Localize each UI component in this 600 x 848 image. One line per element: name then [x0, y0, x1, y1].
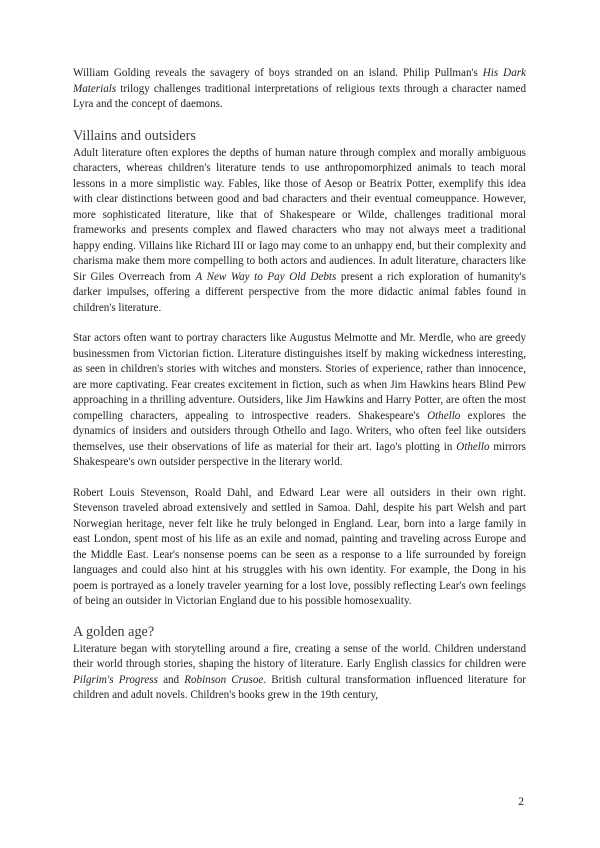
intro-paragraph: William Golding reveals the savagery of boys stranded on an island. Philip Pullman's His Dark Materials trilogy challenges traditional interpretations of religious texts through a character named Lyra and the concept of daemons.	[73, 67, 526, 110]
page-number: 2	[518, 796, 524, 808]
title-othello: Othello	[456, 440, 490, 453]
section-heading-golden-age: A golden age?	[73, 623, 155, 640]
golden-age-paragraph-1: Literature began with storytelling around a fire, creating a sense of the world. Children understand their world through stories, shaping the history of literature. Early English classics for children were Pilgrim's Progress and Robinson Crusoe. British cultural transformation influenced literature for children and adult novels. Children's books grew in the 19th century,	[73, 642, 526, 701]
title-robinson-crusoe: Robinson Crusoe	[184, 673, 264, 686]
villains-paragraph-3: Robert Louis Stevenson, Roald Dahl, and Edward Lear were all outsiders in their own right. Stevenson traveled abroad extensively and settled in Samoa. Dahl, despite his part Welsh and part Norwegian heritage, never felt like he truly belonged in England. Lear, born into a large family in east London, spent most of his life as an exile and nomad, painting and traveling across Europe and the Middle East. Lear's nonsense poems can be seen as a response to a life surrounded by foreign languages and could also hint at his struggles with his own identity. For example, the Dong in his poem is portrayed as a lonely traveler yearning for a lost love, possibly reflecting Lear's own feelings of being an outsider in Victorian England due to his possible homosexuality.	[73, 486, 526, 607]
title-new-way-to-pay-old-debts: A New Way to Pay Old Debts	[195, 270, 337, 283]
title-pilgrims-progress: Pilgrim's Progress	[73, 673, 158, 686]
section-heading-villains: Villains and outsiders	[73, 127, 196, 144]
title-his-dark-materials: His Dark Materials	[73, 67, 526, 95]
document-page	[73, 66, 526, 704]
villains-paragraph-2: Star actors often want to portray characters like Augustus Melmotte and Mr. Merdle, who are greedy businessmen from Victorian fiction. Literature distinguishes itself by making wickedness interesting, as seen in children's stories with witches and monsters. Stories of experience, rather than innocence, are more captivating. Fear creates excitement in fiction, such as when Jim Hawkins hears Blind Pew approaching in a thrilling adventure. Outsiders, like Jim Hawkins and Harry Potter, are often the most compelling characters, appealing to introspective readers. Shakespeare's Othello explores the dynamics of insiders and outsiders through Othello and Iago. Writers, who often feel like outsiders themselves, use their observations of life as material for their art. Iago's plotting in Othello mirrors Shakespeare's own outsider perspective in the literary world.	[73, 332, 526, 468]
title-othello: Othello	[427, 409, 461, 422]
villains-paragraph-1: Adult literature often explores the depths of human nature through complex and morally ambiguous characters, whereas children's literature tends to use anthropomorphized animals to teach moral lessons in a more simplistic way. Fables, like those of Aesop or Beatrix Potter, exemplify this idea with clear distinctions between good and bad characters and their eventual comeuppance. However, more sophisticated literature, like that of Shakespeare or Wilde, challenges traditional moral frameworks and presents complex and flawed characters who may not always meet a traditional happy ending. Villains like Richard III or Iago may come to an unhappy end, but their complexity and charisma make them more compelling to both actors and audiences. In adult literature, characters like Sir Giles Overreach from A New Way to Pay Old Debts present a rich exploration of humanity's darker impulses, offering a different perspective from the more didactic animal fables found in children's literature.	[73, 146, 526, 314]
